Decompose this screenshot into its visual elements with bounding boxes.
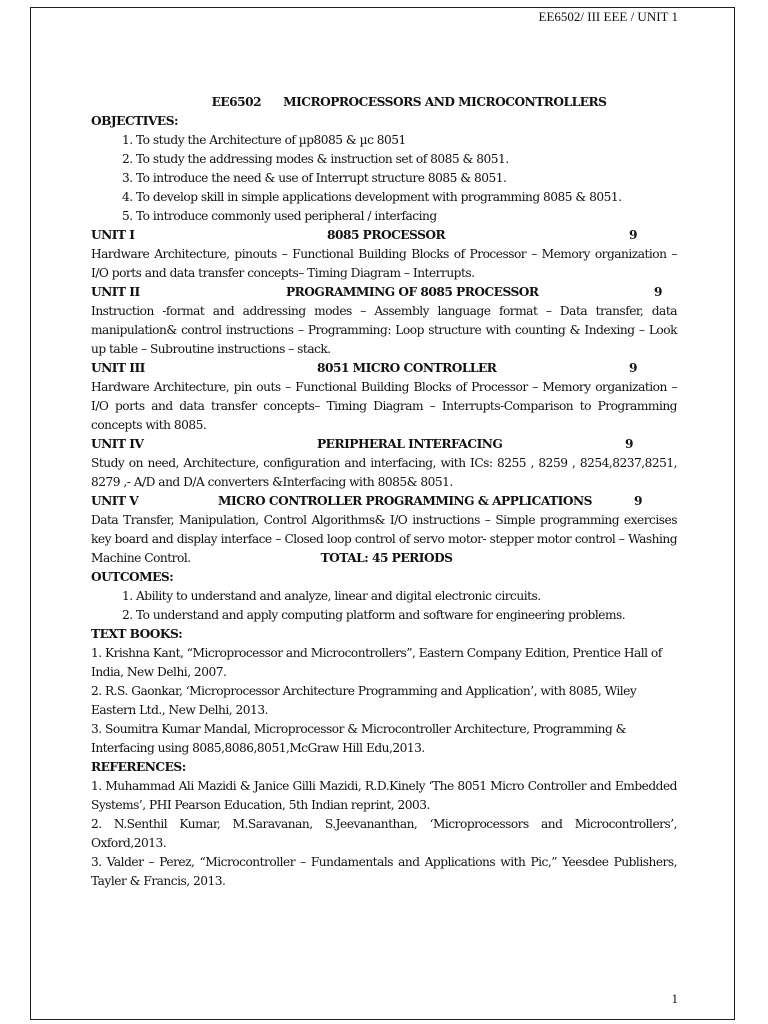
unit-label: UNIT IV bbox=[91, 437, 144, 451]
unit-hours: 9 bbox=[629, 361, 637, 375]
objective-item: 4. To develop skill in simple applications development with programming 8085 & 8051. bbox=[136, 188, 677, 207]
course-title bbox=[91, 93, 677, 112]
text-book-item: 3. Soumitra Kumar Mandal, Microprocessor & Microcontroller Architecture, Programming & Interfacing using 8085,8086,8051,McGraw Hill Edu,2013. bbox=[91, 722, 626, 755]
unit-title: 8051 MICRO CONTROLLER bbox=[317, 361, 497, 375]
unit-description: Instruction -format and addressing modes – Assembly language format – Data transfer, data manipulation& control instructions – Programming: Loop structure with counting & Indexing – Look up table – Subroutine instructions – stack. bbox=[91, 304, 677, 356]
unit-hours: 9 bbox=[629, 228, 637, 242]
unit-hours: 9 bbox=[625, 437, 633, 451]
reference-item: 1. Muhammad Ali Mazidi & Janice Gilli Mazidi, R.D.Kinely ‘The 8051 Micro Controller and Embedded Systems’, PHI Pearson Education, 5th Indian reprint, 2003. bbox=[91, 779, 677, 812]
text-book-item: 2. R.S. Gaonkar, ‘Microprocessor Architecture Programming and Application’, with 8085, Wiley Eastern Ltd., New Delhi, 2013. bbox=[91, 684, 637, 717]
text-book-item: 1. Krishna Kant, “Microprocessor and Microcontrollers”, Eastern Company Edition, Prentice Hall of India, New Delhi, 2007. bbox=[91, 646, 662, 679]
unit-description: Data Transfer, Manipulation, Control Algorithms& I/O instructions – Simple programming exercises key board and display interface – Closed loop control of servo motor- stepper motor control – Washing Machine Control. TOTAL: 45 PERIODS bbox=[91, 511, 677, 568]
objectives-list bbox=[91, 131, 677, 226]
outcome-item: 1. Ability to understand and analyze, linear and digital electronic circuits. bbox=[136, 587, 677, 606]
course-code: EE6502 bbox=[211, 95, 262, 109]
reference-item: 2. N.Senthil Kumar, M.Saravanan, S.Jeevananthan, ‘Microprocessors and Microcontrollers’, Oxford,2013. bbox=[91, 817, 677, 850]
unit-label: UNIT V bbox=[91, 494, 139, 508]
unit-heading bbox=[91, 226, 677, 245]
syllabus-content bbox=[91, 93, 677, 891]
page-number: 1 bbox=[671, 991, 678, 1006]
outcomes-heading: OUTCOMES: bbox=[91, 570, 174, 584]
reference-item: 3. Valder – Perez, “Microcontroller – Fundamentals and Applications with Pic,” Yeesdee Publishers, Tayler & Francis, 2013. bbox=[91, 855, 677, 888]
unit-label: UNIT III bbox=[91, 361, 145, 375]
unit-description: Hardware Architecture, pinouts – Functional Building Blocks of Processor – Memory organization – I/O ports and data transfer concepts– Timing Diagram – Interrupts. bbox=[91, 247, 677, 280]
unit-label: UNIT I bbox=[91, 228, 135, 242]
references-heading: REFERENCES: bbox=[91, 760, 186, 774]
unit-description: Study on need, Architecture, configuration and interfacing, with ICs: 8255 , 8259 , 8254,8237,8251, 8279 ,- A/D and D/A converters &Interfacing with 8085& 8051. bbox=[91, 456, 677, 489]
unit-hours: 9 bbox=[634, 494, 642, 508]
page-header: EE6502/ III EEE / UNIT 1 bbox=[538, 9, 678, 24]
unit-heading bbox=[91, 283, 677, 302]
unit-title: PROGRAMMING OF 8085 PROCESSOR bbox=[286, 285, 539, 299]
unit-title: MICRO CONTROLLER PROGRAMMING & APPLICATIONS bbox=[218, 494, 592, 508]
unit-heading bbox=[91, 359, 677, 378]
course-name: MICROPROCESSORS AND MICROCONTROLLERS bbox=[283, 95, 607, 109]
unit-heading bbox=[91, 435, 677, 454]
text-books-heading: TEXT BOOKS: bbox=[91, 627, 183, 641]
objective-item: 3. To introduce the need & use of Interrupt structure 8085 & 8051. bbox=[136, 169, 677, 188]
objective-item: 2. To study the addressing modes & instruction set of 8085 & 8051. bbox=[136, 150, 677, 169]
unit-label: UNIT II bbox=[91, 285, 140, 299]
total-periods: TOTAL: 45 PERIODS bbox=[320, 551, 453, 565]
unit-title: 8085 PROCESSOR bbox=[327, 228, 446, 242]
unit-title: PERIPHERAL INTERFACING bbox=[317, 437, 503, 451]
objective-item: 5. To introduce commonly used peripheral / interfacing bbox=[136, 207, 677, 226]
unit-hours: 9 bbox=[654, 285, 662, 299]
unit-description: Hardware Architecture, pin outs – Functional Building Blocks of Processor – Memory organization – I/O ports and data transfer concepts– Timing Diagram – Interrupts-Comparison to Programming concepts with 8085. bbox=[91, 380, 677, 432]
objectives-heading: OBJECTIVES: bbox=[91, 114, 178, 128]
unit-heading bbox=[91, 492, 677, 511]
outcomes-list bbox=[91, 587, 677, 625]
outcome-item: 2. To understand and apply computing platform and software for engineering problems. bbox=[136, 606, 677, 625]
objective-item: 1. To study the Architecture of µp8085 & µc 8051 bbox=[136, 131, 677, 150]
